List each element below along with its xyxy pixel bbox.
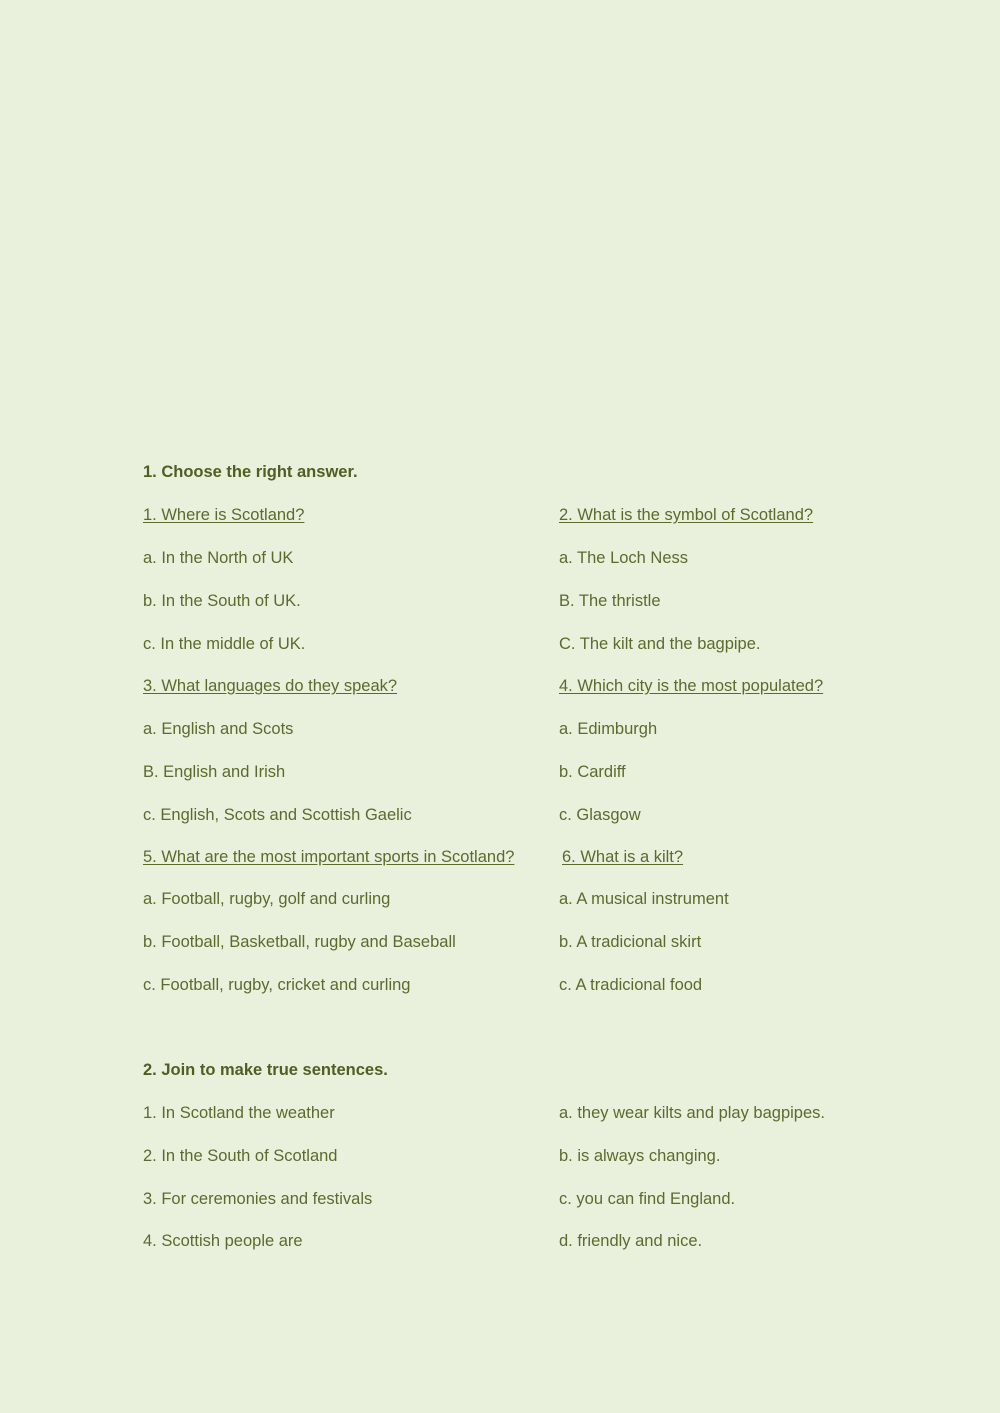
question-4: 4. Which city is the most populated? — [559, 677, 824, 695]
question-5-option-c: c. Football, rugby, cricket and curling — [143, 976, 411, 994]
sentence-ending-d: d. friendly and nice. — [559, 1232, 703, 1250]
question-2-option-b: B. The thristle — [559, 592, 661, 610]
question-6-option-a: a. A musical instrument — [559, 890, 729, 908]
question-3: 3. What languages do they speak? — [143, 677, 398, 695]
question-1: 1. Where is Scotland? — [143, 506, 305, 524]
question-4-option-b: b. Cardiff — [559, 763, 626, 781]
question-4-option-a: a. Edimburgh — [559, 720, 658, 738]
question-3-option-b: B. English and Irish — [143, 763, 286, 781]
question-6-option-c: c. A tradicional food — [559, 976, 703, 994]
exercise-1-heading: 1. Choose the right answer. — [143, 463, 358, 481]
exercise-2-heading: 2. Join to make true sentences. — [143, 1061, 388, 1079]
sentence-ending-b: b. is always changing. — [559, 1147, 721, 1165]
question-6: 6. What is a kilt? — [562, 848, 684, 866]
question-1-option-b: b. In the South of UK. — [143, 592, 301, 610]
question-1-option-c: c. In the middle of UK. — [143, 635, 306, 653]
question-5-option-a: a. Football, rugby, golf and curling — [143, 890, 391, 908]
sentence-start-4: 4. Scottish people are — [143, 1232, 303, 1250]
question-5: 5. What are the most important sports in Scotland? — [143, 848, 515, 866]
sentence-start-3: 3. For ceremonies and festivals — [143, 1190, 373, 1208]
question-2-option-a: a. The Loch Ness — [559, 549, 689, 567]
sentence-ending-a: a. they wear kilts and play bagpipes. — [559, 1104, 825, 1122]
sentence-start-1: 1. In Scotland the weather — [143, 1104, 335, 1122]
question-6-option-b: b. A tradicional skirt — [559, 933, 702, 951]
question-3-option-a: a. English and Scots — [143, 720, 294, 738]
question-5-option-b: b. Football, Basketball, rugby and Baseball — [143, 933, 456, 951]
sentence-ending-c: c. you can find England. — [559, 1190, 736, 1208]
question-2: 2. What is the symbol of Scotland? — [559, 506, 814, 524]
question-4-option-c: c. Glasgow — [559, 806, 641, 824]
question-3-option-c: c. English, Scots and Scottish Gaelic — [143, 806, 412, 824]
question-1-option-a: a. In the North of UK — [143, 549, 294, 567]
sentence-start-2: 2. In the South of Scotland — [143, 1147, 338, 1165]
question-2-option-c: C. The kilt and the bagpipe. — [559, 635, 761, 653]
